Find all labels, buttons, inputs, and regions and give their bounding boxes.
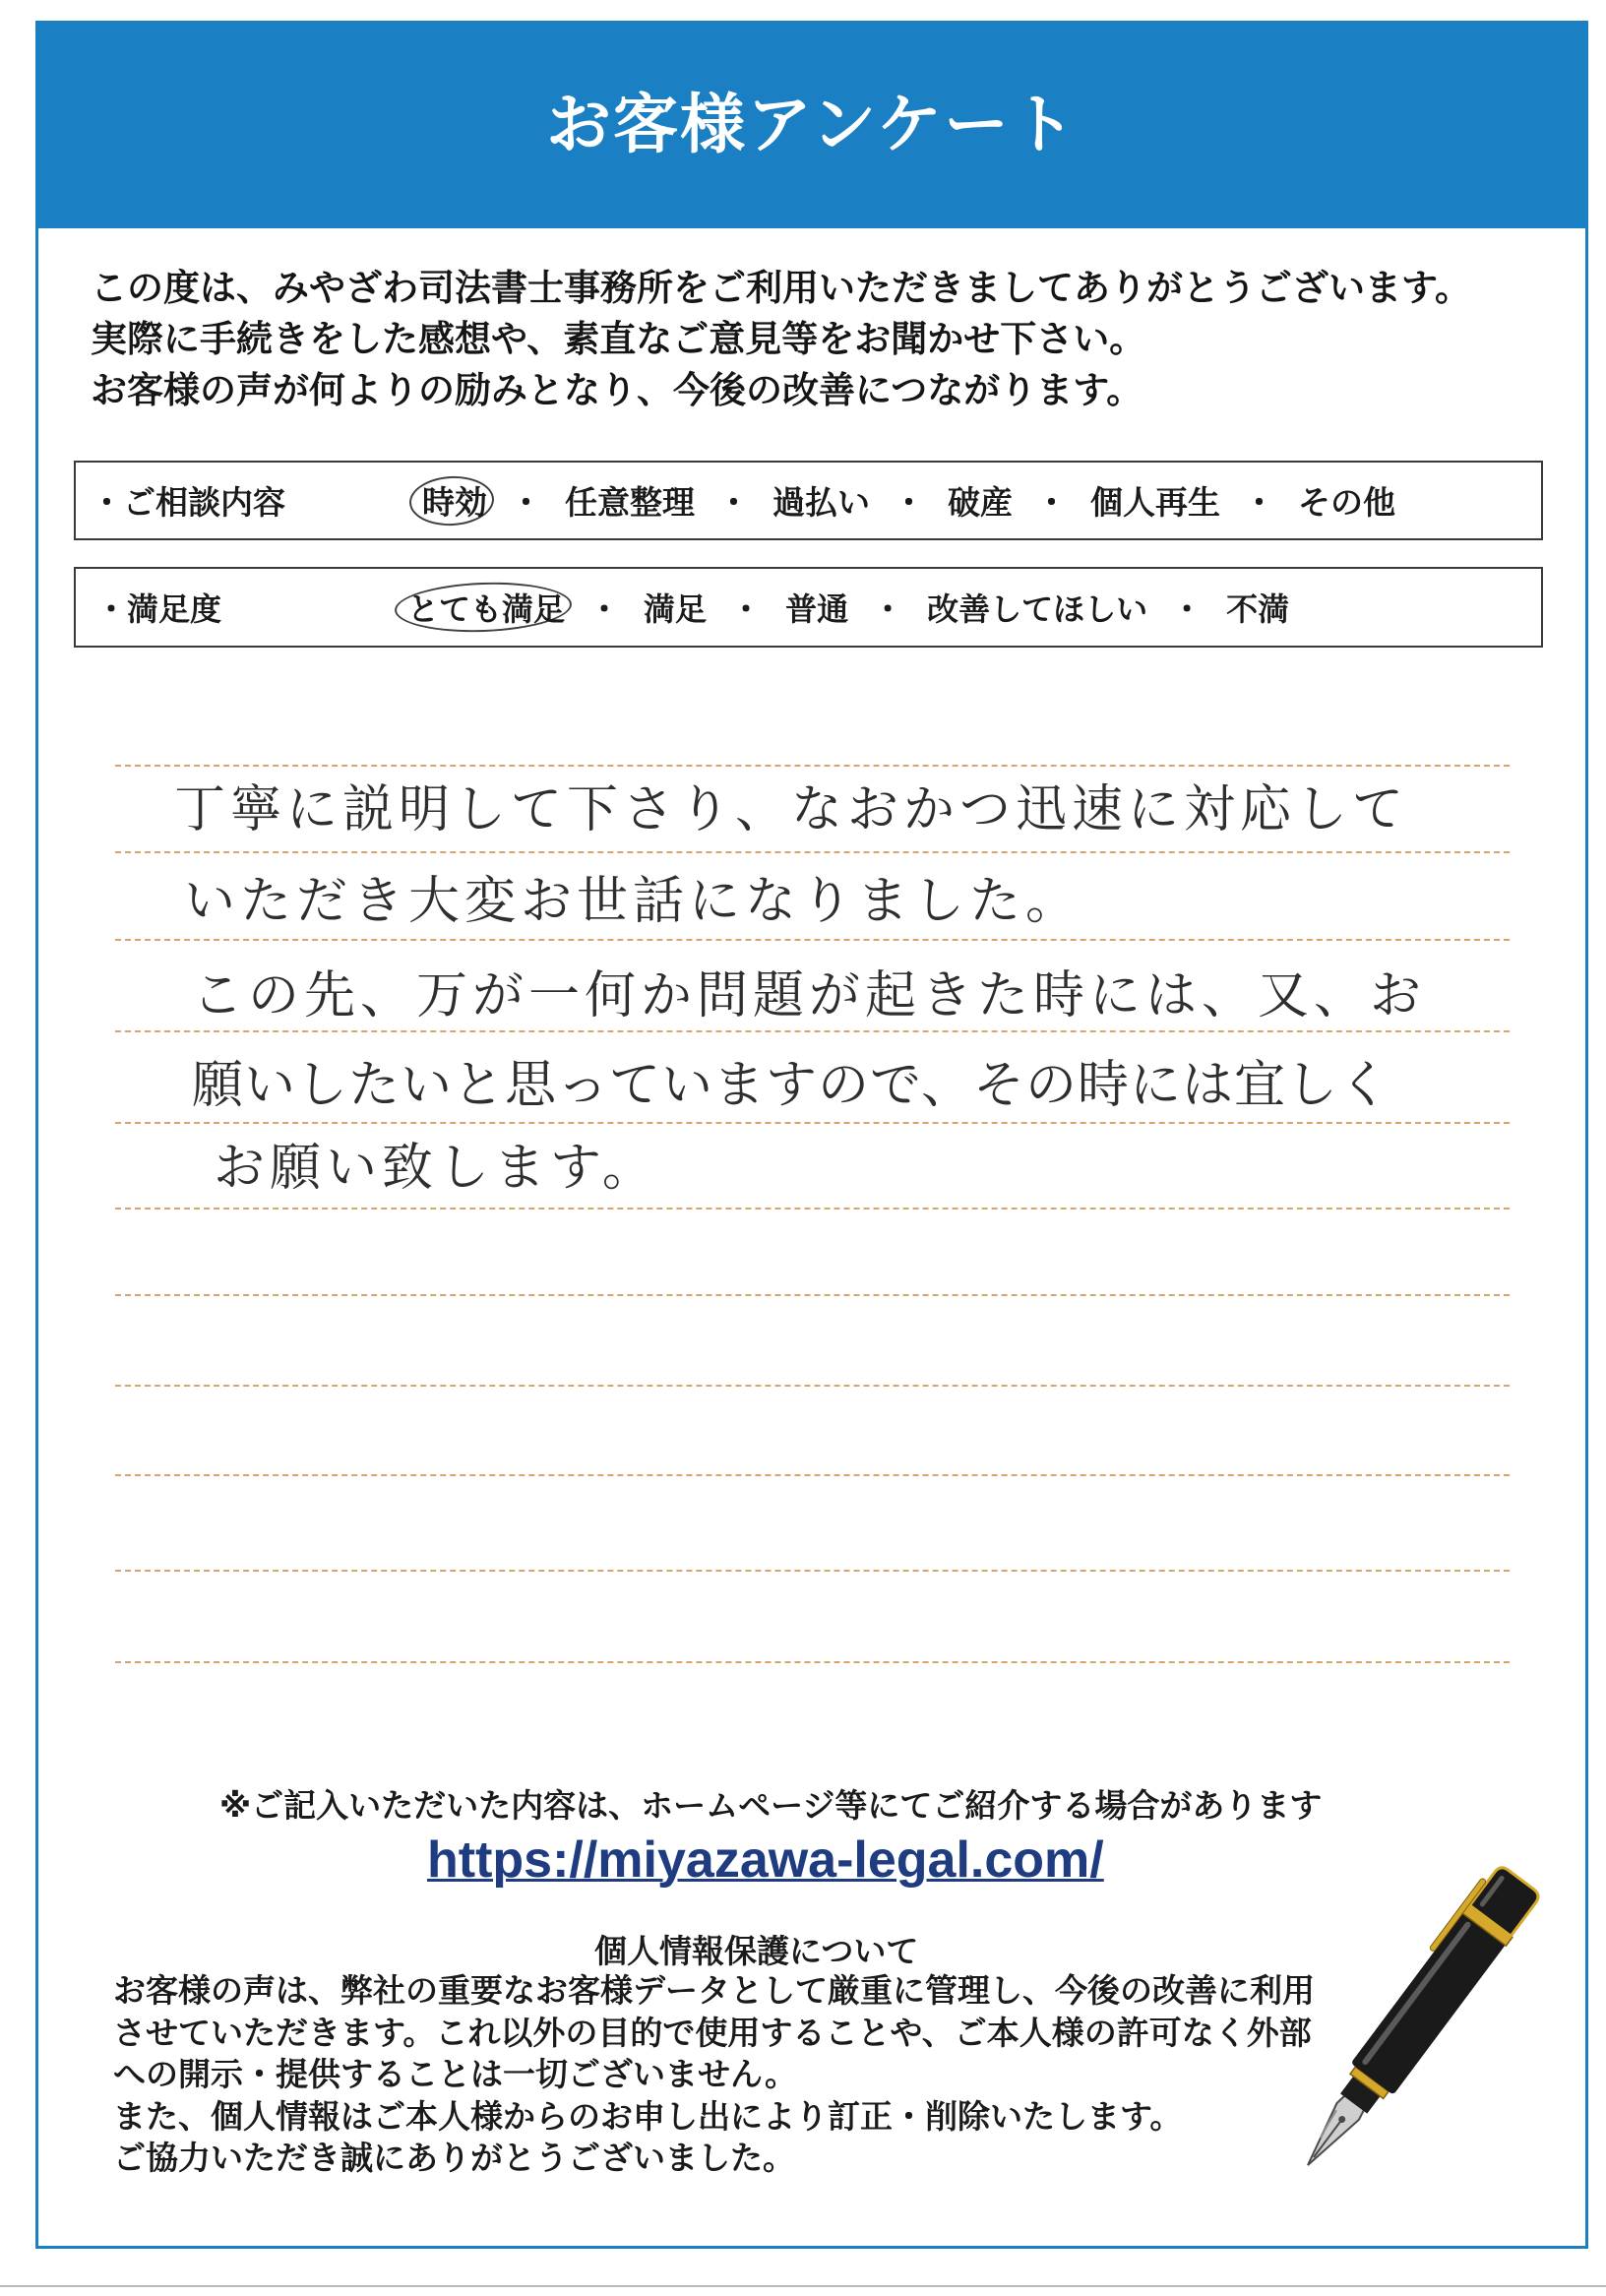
separator: ・: [1035, 483, 1068, 522]
page-title: お客様アンケート: [545, 87, 1079, 162]
separator: ・: [730, 590, 763, 628]
option-dissatisfied: 不満: [1226, 590, 1290, 628]
option-sonota: その他: [1298, 483, 1395, 522]
intro-line: この度は、みやざわ司法書士事務所をご利用いただきましてありがとうございます。: [91, 267, 1472, 309]
intro-line: 実際に手続きをした感想や、素直なご意見等をお聞かせ下さい。: [91, 318, 1146, 360]
option-normal: 普通: [785, 590, 849, 628]
privacy-line: への開示・提供することは一切ございません。: [113, 2055, 797, 2093]
ruled-line: [115, 1122, 1510, 1124]
option-satisfied: 満足: [644, 590, 708, 628]
scan-edge-line: [0, 2285, 1606, 2287]
privacy-line: また、個人情報はご本人様からのお申し出により訂正・削除いたします。: [113, 2096, 1183, 2136]
privacy-line: ご協力いただき誠にありがとうございました。: [113, 2139, 795, 2177]
option-nini-seiri: 任意整理: [565, 483, 695, 522]
option-very-satisfied: とても満足: [407, 590, 566, 628]
ruled-line: [115, 1208, 1510, 1210]
handwritten-comment-line: 丁寧に説明して下さり、なおかつ迅速に対応して: [174, 780, 1409, 839]
intro-text: [91, 263, 1471, 416]
consultation-label: ・ご相談内容: [91, 483, 285, 522]
ruled-line: [115, 1294, 1510, 1296]
option-needs-improvement: 改善してほしい: [927, 590, 1148, 628]
consultation-box: [74, 461, 1543, 540]
consultation-options: [422, 463, 1395, 538]
privacy-line: させていただきます。これ以外の目的で使用することや、ご本人様の許可なく外部: [113, 2013, 1312, 2052]
satisfaction-options: [407, 569, 1289, 646]
option-kabarai: 過払い: [772, 483, 870, 522]
privacy-text: [113, 1970, 1315, 2180]
website-link[interactable]: https://miyazawa-legal.com/: [427, 1831, 1104, 1889]
separator: ・: [717, 483, 750, 522]
ruled-line: [115, 851, 1510, 853]
ruled-line: [115, 765, 1510, 767]
separator: ・: [872, 590, 904, 628]
separator: ・: [893, 483, 925, 522]
handwritten-comment-line: この先、万が一何か問題が起きた時には、又、お: [192, 966, 1427, 1025]
separator: ・: [1243, 483, 1275, 522]
ruled-line: [115, 1474, 1510, 1476]
satisfaction-box: [74, 567, 1543, 648]
separator: ・: [588, 590, 621, 628]
option-hasan: 破産: [948, 483, 1013, 522]
handwritten-comment-line: いただき大変お世話になりました。: [184, 872, 1082, 931]
ruled-line: [115, 1661, 1510, 1663]
publication-notice: ※ご記入いただいた内容は、ホームページ等にてご紹介する場合があります: [219, 1786, 1323, 1825]
ruled-line: [115, 1030, 1510, 1032]
option-kojin-saisei: 個人再生: [1090, 483, 1220, 522]
ruled-line: [115, 939, 1510, 941]
ruled-line: [115, 1570, 1510, 1572]
handwritten-comment-line: お願い致します。: [214, 1139, 658, 1198]
fountain-pen-icon: [1279, 1855, 1555, 2180]
satisfaction-label: ・満足度: [95, 590, 222, 628]
option-jikou: 時効: [422, 483, 487, 522]
privacy-heading: 個人情報保護について: [594, 1932, 919, 1970]
separator: ・: [510, 483, 542, 522]
intro-line: お客様の声が何よりの励みとなり、今後の改善につながります。: [91, 369, 1143, 411]
separator: ・: [1171, 590, 1204, 628]
handwritten-comment-line: 願いしたいと思っていますので、その時には宜しく: [192, 1056, 1390, 1115]
privacy-line: お客様の声は、弊社の重要なお客様データとして厳重に管理し、今後の改善に利用: [113, 1971, 1315, 2010]
ruled-line: [115, 1385, 1510, 1387]
